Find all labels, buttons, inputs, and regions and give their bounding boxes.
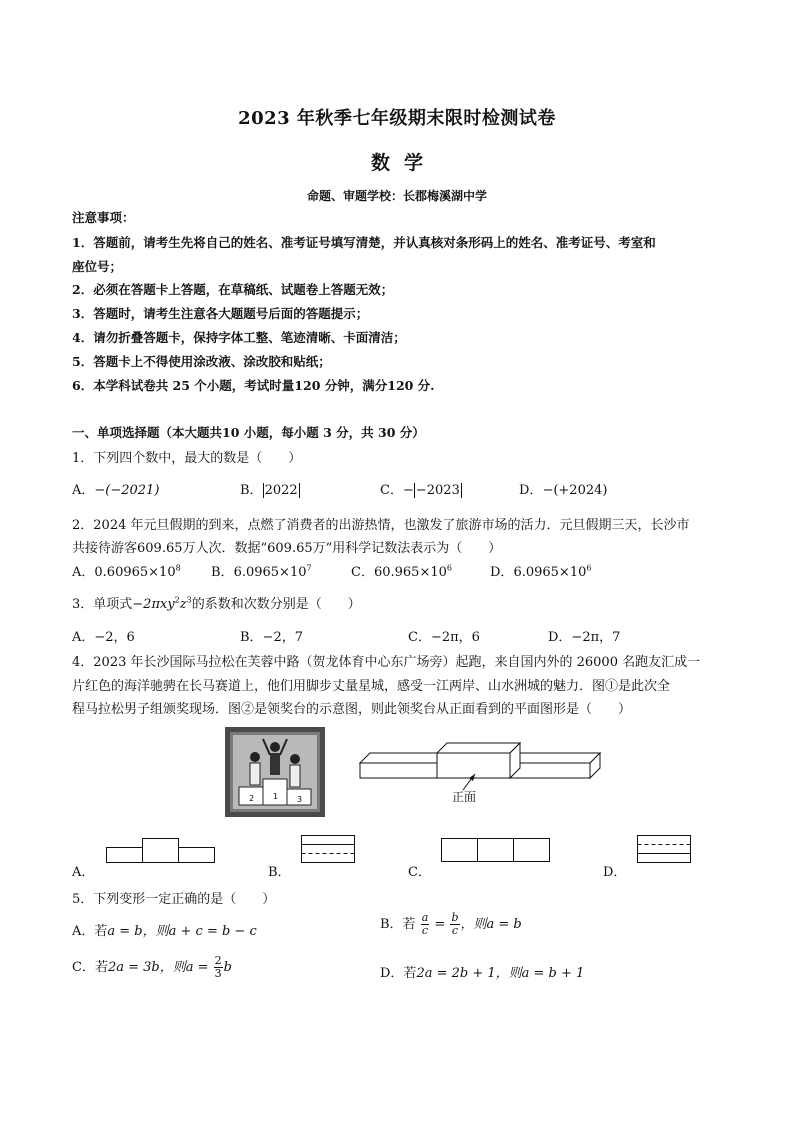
q4-option-d-figure (637, 835, 693, 865)
notice-item: 1．答题前，请考生先将自己的姓名、准考证号填写清楚，并认真核对条形码上的姓名、准考证号、考室和 (72, 235, 656, 250)
question-5-stem: 5．下列变形一定正确的是（ ） (72, 892, 276, 907)
q4-option-a-label: A． (72, 865, 95, 880)
podium-diagram (355, 738, 615, 808)
q3-option-b: B．−2，7 (240, 630, 303, 645)
q2-option-d: D．$6.0965\times 10^6$ (490, 563, 592, 580)
q1-option-a: A．−(−2021) (72, 483, 160, 498)
school-line: 命题、审题学校：长郡梅溪湖中学 (306, 189, 487, 203)
question-2-line2: 共接待游客609.65万人次．数据“609.65万”用科学记数法表示为（ ） (72, 541, 502, 556)
q4-option-a-figure (106, 838, 216, 864)
subject-title: 数学 (370, 152, 437, 174)
question-4-line2: 片红色的海洋驰骋在长马赛道上，他们用脚步丈量星城，感受一江两岸、山水洲城的魅力．图①是此次全 (72, 679, 671, 694)
podium-number: 1 (273, 792, 279, 801)
q1-option-c: C．− −2023 (380, 483, 460, 498)
notice-item: 3．答题时，请考生注意各大题题号后面的答题提示； (72, 306, 369, 321)
q5-option-a: A．若a = b，则a + c = b − c (72, 924, 257, 939)
q4-option-c-figure (441, 838, 551, 864)
q5-option-c: C．若2a = 3b，则a = $\frac{2}{3}$ b (72, 954, 232, 980)
q4-option-d-label: D． (603, 865, 627, 880)
podium-number: 3 (297, 795, 303, 804)
notice-item: 5．答题卡上不得使用涂改液、涂改胶和贴纸； (72, 354, 331, 369)
podium-number: 2 (249, 794, 255, 803)
question-1-stem: 1．下列四个数中，最大的数是（ ） (72, 451, 302, 466)
q4-option-c-label: C． (408, 865, 431, 880)
q5-option-b: B．若 $\frac{a}{c}$ = $\frac{b}{c}$ ，则a = b (380, 911, 522, 937)
q5-option-d: D．若2a = 2b + 1，则a = b + 1 (380, 966, 585, 981)
question-4-line3: 程马拉松男子组颁奖现场．图②是领奖台的示意图，则此领奖台从正面看到的平面图形是（ ） (72, 702, 632, 717)
question-2-line1: 2．2024 年元旦假期的到来，点燃了消费者的出游热情，也激发了旅游市场的活力．元旦假期三天，长沙市 (72, 518, 690, 533)
front-label: 正面 (452, 790, 477, 804)
notice-item: 座位号； (72, 259, 123, 274)
question-4-line1: 4．2023 年长沙国际马拉松在芙蓉中路（贺龙体育中心东广场旁）起跑，来自国内外的 26000 名跑友汇成一 (72, 655, 701, 670)
q3-option-d: D．−2π，7 (548, 630, 621, 645)
q4-option-b-label: B． (268, 865, 291, 880)
notice-item: 2．必须在答题卡上答题，在草稿纸、试题卷上答题无效； (72, 282, 394, 297)
q3-option-a: A．−2，6 (72, 630, 135, 645)
q1-option-d: D．−(+2024) (519, 483, 608, 498)
section-heading: 一、单项选择题（本大题共10 小题，每小题 3 分，共 30 分） (72, 425, 425, 440)
notice-item: 6．本学科试卷共 25 个小题，考试时量120 分钟，满分120 分. (72, 378, 435, 393)
question-3-stem: 3．单项式$-2\pi xy^2z^3$的系数和次数分别是（ ） (72, 595, 361, 612)
notice-heading: 注意事项： (72, 210, 135, 225)
q3-option-c: C．−2π，6 (408, 630, 480, 645)
exam-title: 2023 年秋季七年级期末限时检测试卷 (238, 108, 556, 129)
q2-option-b: B．$6.0965\times 10^7$ (211, 563, 312, 580)
q1-option-b: B． 2022 (240, 483, 298, 498)
q2-option-a: A．$0.60965\times 10^8$ (72, 563, 181, 580)
notice-item: 4．请勿折叠答题卡，保持字体工整、笔迹清晰、卡面清洁； (72, 330, 406, 345)
q2-option-c: C．$60.965\times 10^6$ (351, 563, 452, 580)
award-photo-figure (225, 727, 325, 817)
q4-option-b-figure (301, 835, 357, 865)
